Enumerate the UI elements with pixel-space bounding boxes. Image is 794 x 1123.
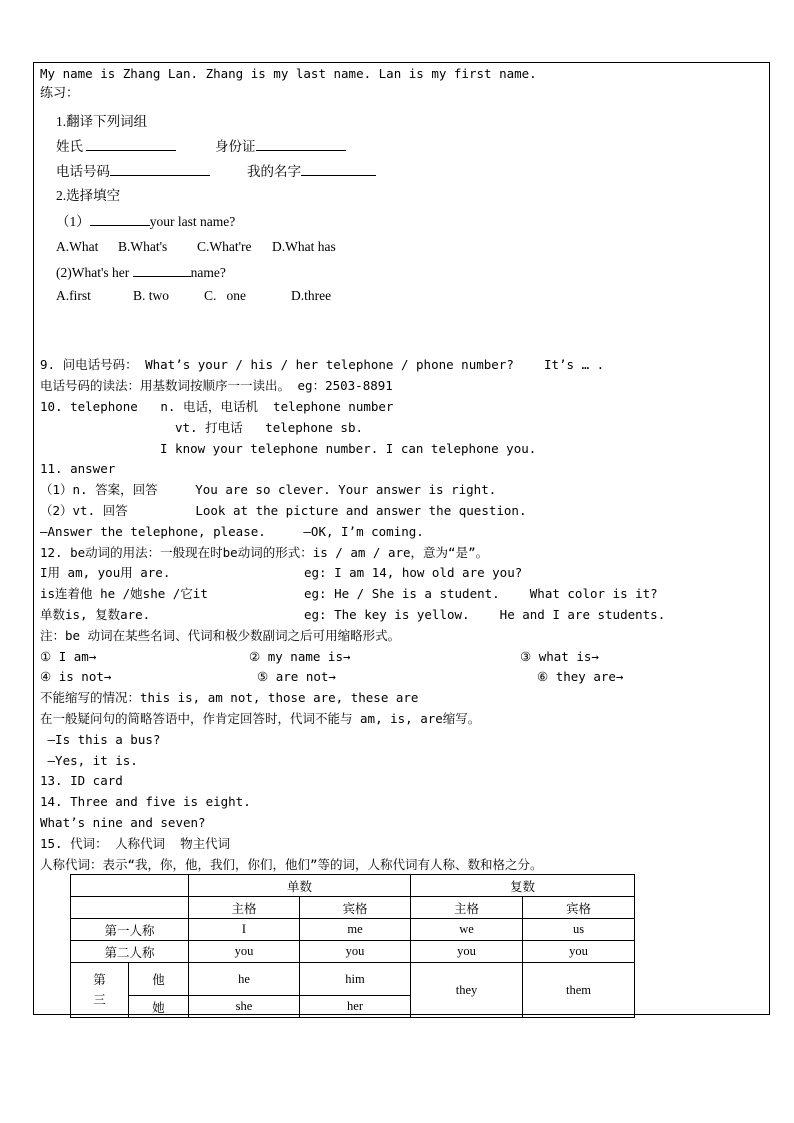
row-he: 他 (129, 963, 189, 996)
exercise-1-item-a: 姓氏 (56, 137, 176, 156)
exercise-1-item-c: 电话号码 (56, 162, 210, 181)
note-11-line-4: —Answer the telephone, please. —OK, I’m coming. (40, 524, 424, 539)
note-13: 13. ID card (40, 773, 123, 788)
note-12-rule-2: is连着他 he /她she /它it (40, 586, 208, 601)
contraction-6: ⑥ they are→ (537, 669, 624, 684)
note-12-line-1: 12. be动词的用法：一般现在时be动词的形式：is / am / are，意为“是”。 (40, 545, 489, 560)
q2-option-d: D.three (291, 288, 332, 303)
table-cell-they: they (411, 963, 523, 1018)
note-12-short-answer: 在一般疑问句的简略答语中，作肯定回答时，代词不能与 am, is, are缩写。 (40, 711, 481, 726)
exercise-2-question-1: （1） your last name? (56, 214, 236, 229)
table-cell: us (523, 919, 635, 941)
note-10-line-1: 10. telephone n. 电话，电话机 telephone number (40, 399, 394, 414)
header-object: 宾格 (300, 897, 411, 919)
answer-blank[interactable] (110, 162, 210, 176)
pronoun-table (70, 874, 635, 1018)
table-cell: you (411, 941, 523, 963)
header-subject: 主格 (411, 897, 523, 919)
exercise-1-item-d: 我的名字 (247, 162, 376, 181)
header-singular: 单数 (189, 875, 411, 897)
table-corner (71, 875, 189, 897)
q2-option-a: A.first (56, 288, 91, 303)
note-9-line-1: 9. 问电话号码： What’s your / his / her telephone / phone number? It’s … . (40, 357, 605, 372)
note-12-dialog-a: —Yes, it is. (40, 753, 138, 768)
note-15-line-1: 15. 代词： 人称代词 物主代词 (40, 836, 231, 851)
table-cell: him (300, 963, 411, 996)
exercise-1-title: 1.翻译下列词组 (56, 114, 148, 129)
note-11-line-2: （1）n. 答案，回答 You are so clever. Your answer is right. (40, 482, 497, 497)
note-12-dialog-q: —Is this a bus? (40, 732, 161, 747)
q1-option-a: A.What (56, 239, 99, 254)
table-cell-them: them (523, 963, 635, 1018)
table-cell: you (300, 941, 411, 963)
contraction-1: ① I am→ (40, 649, 97, 664)
header-plural: 复数 (411, 875, 635, 897)
intro-line-1: My name is Zhang Lan. Zhang is my last name. Lan is my first name. (40, 66, 537, 81)
contraction-4: ④ is not→ (40, 669, 112, 684)
note-12-contraction-intro: 注：be 动词在某些名词、代词和极少数副词之后可用缩略形式。 (40, 628, 401, 643)
q1-option-b: B.What's (118, 239, 168, 254)
note-12-example-3: eg: The key is yellow. He and I are students. (304, 607, 666, 622)
answer-blank[interactable] (301, 162, 376, 176)
note-12-no-contraction: 不能缩写的情况：this is, am not, those are, these are (40, 690, 419, 705)
q2-option-c: C. one (204, 288, 246, 303)
contraction-5: ⑤ are not→ (257, 669, 336, 684)
table-cell: me (300, 919, 411, 941)
answer-blank[interactable] (256, 137, 346, 151)
note-12-rule-3: 单数is, 复数are. (40, 607, 151, 622)
table-cell: she (189, 996, 300, 1018)
table-cell: you (189, 941, 300, 963)
exercise-2-question-2: (2)What's her name? (56, 265, 226, 280)
row-third-person: 第 三 (71, 963, 129, 1018)
note-10-line-3: I know your telephone number. I can telephone you. (160, 441, 537, 456)
note-11-line-1: 11. answer (40, 461, 116, 476)
q2-option-b: B. two (133, 288, 170, 303)
note-11-line-3: （2）vt. 回答 Look at the picture and answer the question. (40, 503, 527, 518)
note-14-line-1: 14. Three and five is eight. (40, 794, 251, 809)
note-12-rule-1: I用 am, you用 are. (40, 565, 171, 580)
exercise-heading: 练习： (40, 86, 80, 101)
contraction-3: ③ what is→ (520, 649, 599, 664)
note-12-example-2: eg: He / She is a student. What color is it? (304, 586, 658, 601)
answer-blank[interactable] (86, 137, 176, 151)
row-first-person: 第一人称 (71, 919, 189, 941)
answer-blank[interactable] (133, 263, 191, 277)
table-corner-2 (71, 897, 189, 919)
header-subject: 主格 (189, 897, 300, 919)
exercise-1-item-b: 身份证 (215, 137, 346, 156)
header-object: 宾格 (523, 897, 635, 919)
q1-option-c: C.What're (197, 239, 252, 254)
table-cell: he (189, 963, 300, 996)
note-12-example-1: eg: I am 14, how old are you? (304, 565, 523, 580)
note-14-line-2: What’s nine and seven? (40, 815, 206, 830)
row-second-person: 第二人称 (71, 941, 189, 963)
row-she: 她 (129, 996, 189, 1018)
table-cell: you (523, 941, 635, 963)
note-10-line-2: vt. 打电话 telephone sb. (175, 420, 364, 435)
table-cell: her (300, 996, 411, 1018)
table-cell: I (189, 919, 300, 941)
answer-blank[interactable] (90, 212, 150, 226)
table-cell: we (411, 919, 523, 941)
note-9-line-2: 电话号码的读法：用基数词按顺序一一读出。 eg：2503-8891 (40, 378, 393, 393)
contraction-2: ② my name is→ (249, 649, 351, 664)
exercise-2-title: 2.选择填空 (56, 188, 121, 203)
q1-option-d: D.What has (272, 239, 336, 254)
note-15-line-2: 人称代词：表示“我，你，他，我们，你们，他们”等的词，人称代词有人称、数和格之分。 (40, 857, 543, 872)
